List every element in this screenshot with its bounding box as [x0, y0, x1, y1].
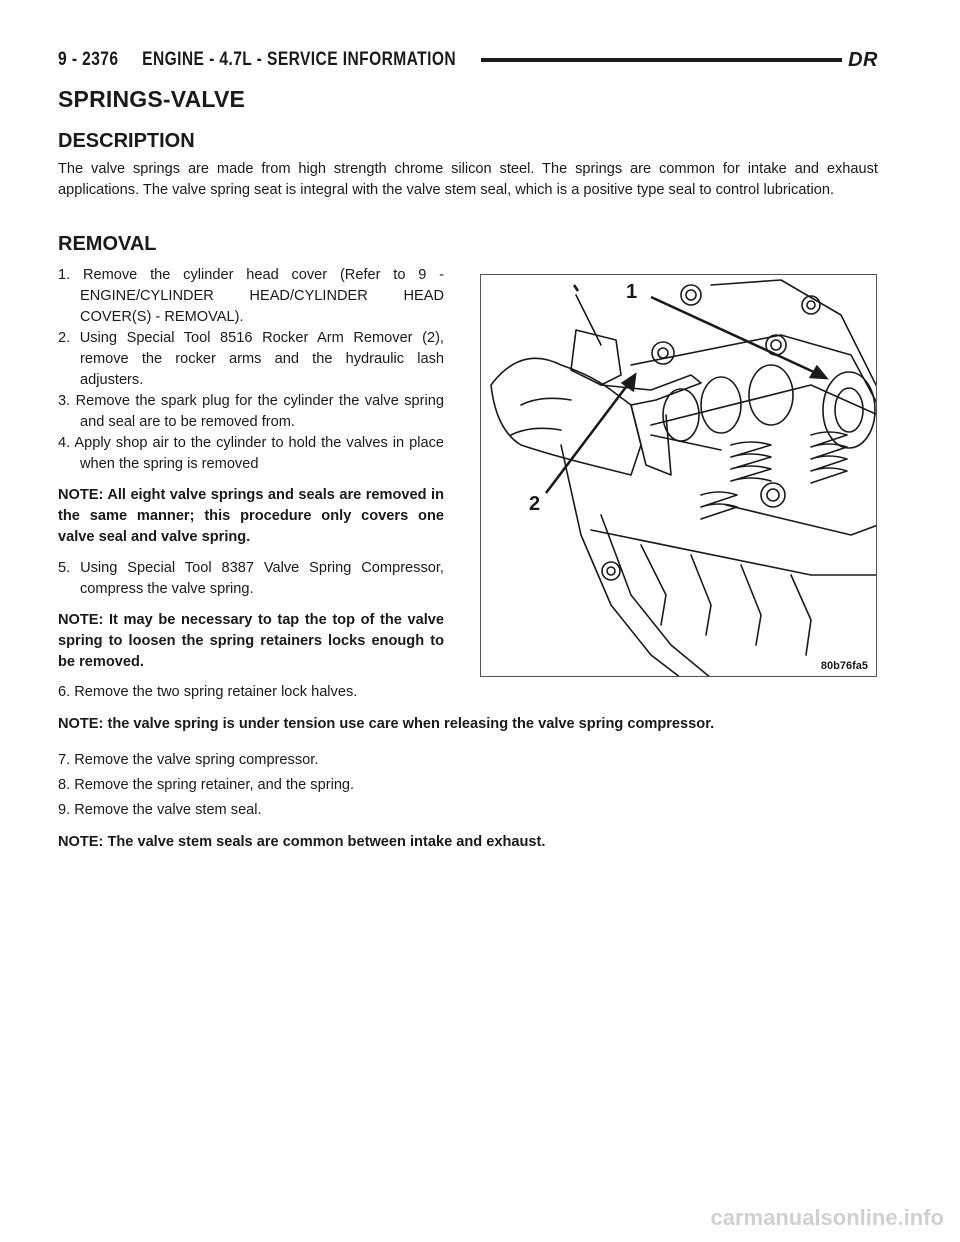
page-label: 9 - 2376 ENGINE - 4.7L - SERVICE INFORMATION: [58, 49, 457, 70]
step-text: 6. Remove the two spring retainer lock halves.: [58, 684, 358, 700]
description-text: The valve springs are made from high strength chrome silicon steel. The springs are common for intake and exhaust applications. The valve spring seat is integral with the valve stem seal, which is a positive type seal to control lubrication.: [58, 161, 878, 198]
step-text: 2. Using Special Tool 8516 Rocker Arm Remover (2), remove the rocker arms and the hydraulic lash adjusters.: [58, 330, 444, 388]
note-block: NOTE: All eight valve springs and seals are removed in the same manner; this procedure only covers one valve seal and valve spring.: [58, 487, 444, 545]
step-text: 1. Remove the cylinder head cover (Refer to 9 - ENGINE/CYLINDER HEAD/CYLINDER HEAD COVER(S) - REMOVAL).: [58, 267, 444, 325]
illustration-figure: [480, 274, 877, 677]
header-rule: [481, 58, 842, 62]
section-code: DR: [848, 48, 878, 71]
figure-code: 80b76fa5: [820, 660, 868, 672]
step-text: 4. Apply shop air to the cylinder to hold the valves in place when the spring is removed: [58, 435, 444, 472]
note-block: NOTE: The valve stem seals are common between intake and exhaust.: [58, 834, 546, 850]
removal-step: [58, 682, 444, 703]
callout-1-label: 1: [626, 281, 638, 303]
step-text: 8. Remove the spring retainer, and the spring.: [58, 777, 355, 793]
removal-step: [58, 800, 658, 821]
removal-heading: REMOVAL: [58, 233, 157, 255]
step-text: 9. Remove the valve stem seal.: [58, 802, 262, 818]
page-title: SPRINGS-VALVE: [58, 86, 246, 112]
removal-step: [58, 433, 444, 475]
removal-step: [58, 328, 444, 391]
watermark: carmanualsonline.info: [710, 1205, 944, 1230]
step-text: 3. Remove the spark plug for the cylinder the valve spring and seal are to be removed from.: [58, 393, 444, 430]
callout-2-label: 2: [529, 493, 541, 515]
removal-step: [58, 265, 444, 328]
note-block: NOTE: It may be necessary to tap the top of the valve spring to loosen the spring retainers locks enough to be removed.: [58, 612, 444, 670]
removal-step: [58, 558, 444, 600]
engine-line-drawing: [481, 275, 877, 677]
step-text: 7. Remove the valve spring compressor.: [58, 752, 319, 768]
removal-step: [58, 775, 658, 796]
page-header: [58, 46, 878, 74]
removal-step: [58, 391, 444, 433]
step-text: 5. Using Special Tool 8387 Valve Spring Compressor, compress the valve spring.: [58, 560, 444, 597]
removal-step: [58, 750, 658, 771]
description-heading: DESCRIPTION: [58, 130, 195, 152]
note-block: NOTE: the valve spring is under tension use care when releasing the valve spring compressor.: [58, 716, 715, 732]
